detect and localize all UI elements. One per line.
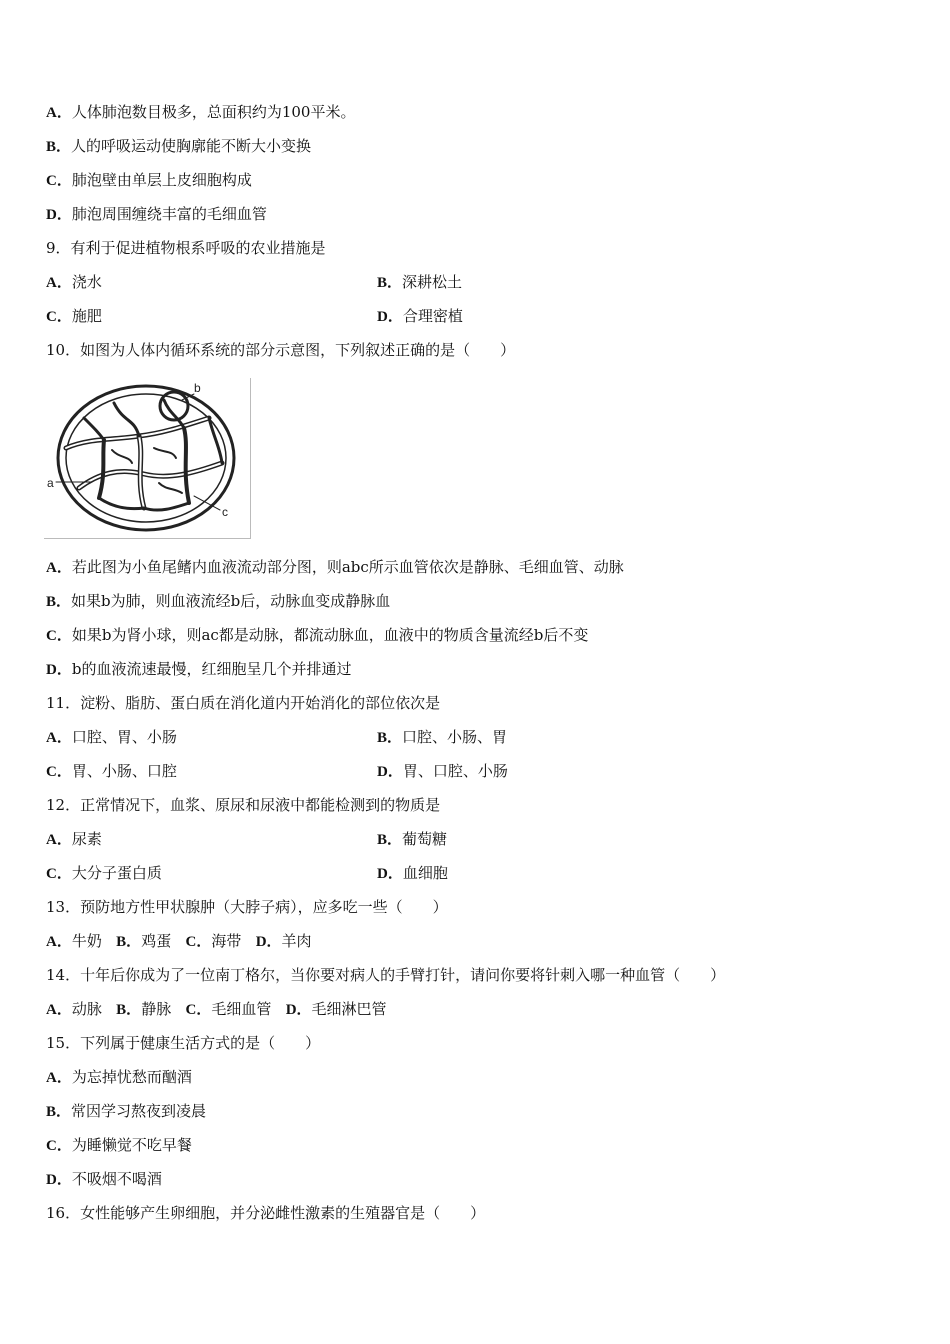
q15-option-c: C．为睡懒觉不吃早餐 — [46, 1136, 192, 1154]
q14-options: A．动脉 B．静脉 C．毛细血管 D．毛细淋巴管 — [46, 1000, 387, 1018]
q12-stem: 12．正常情况下，血浆、原尿和尿液中都能检测到的物质是 — [46, 796, 441, 814]
q11-option-a: A．口腔、胃、小肠 — [46, 728, 177, 746]
q9-option-b: B．深耕松土 — [377, 273, 463, 291]
q11-option-b: B．口腔、小肠、胃 — [377, 728, 508, 746]
q10-option-c: C．如果b为肾小球，则ac都是动脉，都流动脉血，血液中的物质含量流经b后不变 — [46, 626, 589, 644]
q8-option-d: D．肺泡周围缠绕丰富的毛细血管 — [46, 205, 267, 223]
q10-stem: 10．如图为人体内循环系统的部分示意图，下列叙述正确的是（ ） — [46, 341, 516, 359]
q9-stem: 9．有利于促进植物根系呼吸的农业措施是 — [46, 239, 326, 257]
q10-option-a: A．若此图为小鱼尾鳍内血液流动部分图，则abc所示血管依次是静脉、毛细血管、动脉 — [46, 558, 624, 576]
q9-option-a: A．浇水 — [46, 273, 102, 291]
q9-option-d: D．合理密植 — [377, 307, 463, 325]
q13-options: A．牛奶 B．鸡蛋 C．海带 D．羊肉 — [46, 932, 312, 950]
figure-label-a: a — [47, 476, 54, 490]
figure-label-c: c — [222, 505, 228, 519]
q11-option-c: C．胃、小肠、口腔 — [46, 762, 177, 780]
q8-option-b: B．人的呼吸运动使胸廓能不断大小变换 — [46, 137, 312, 155]
q10-option-b: B．如果b为肺，则血液流经b后，动脉血变成静脉血 — [46, 592, 391, 610]
q15-option-b: B．常因学习熬夜到凌晨 — [46, 1102, 207, 1120]
q8-option-a: A．人体肺泡数目极多，总面积约为100平米。 — [46, 103, 356, 121]
capillary-network-figure — [44, 378, 250, 538]
q12-option-d: D．血细胞 — [377, 864, 448, 882]
figure-label-b: b — [194, 381, 201, 395]
q16-stem: 16．女性能够产生卵细胞，并分泌雌性激素的生殖器官是（ ） — [46, 1204, 486, 1222]
q9-option-c: C．施肥 — [46, 307, 102, 325]
q8-option-c: C．肺泡壁由单层上皮细胞构成 — [46, 171, 252, 189]
q11-stem: 11．淀粉、脂肪、蛋白质在消化道内开始消化的部位依次是 — [46, 694, 441, 712]
q14-stem: 14．十年后你成为了一位南丁格尔，当你要对病人的手臂打针，请问你要将针刺入哪一种血管（ ） — [46, 966, 726, 984]
q10-option-d: D．b的血液流速最慢，红细胞呈几个并排通过 — [46, 660, 352, 678]
q15-option-a: A．为忘掉忧愁而酗酒 — [46, 1068, 192, 1086]
circulation-diagram — [44, 378, 251, 539]
q13-stem: 13．预防地方性甲状腺肿（大脖子病），应多吃一些（ ） — [46, 898, 448, 916]
q11-option-d: D．胃、口腔、小肠 — [377, 762, 508, 780]
q12-option-a: A．尿素 — [46, 830, 102, 848]
q12-option-b: B．葡萄糖 — [377, 830, 448, 848]
q15-option-d: D．不吸烟不喝酒 — [46, 1170, 162, 1188]
q15-stem: 15．下列属于健康生活方式的是（ ） — [46, 1034, 321, 1052]
q12-option-c: C．大分子蛋白质 — [46, 864, 162, 882]
